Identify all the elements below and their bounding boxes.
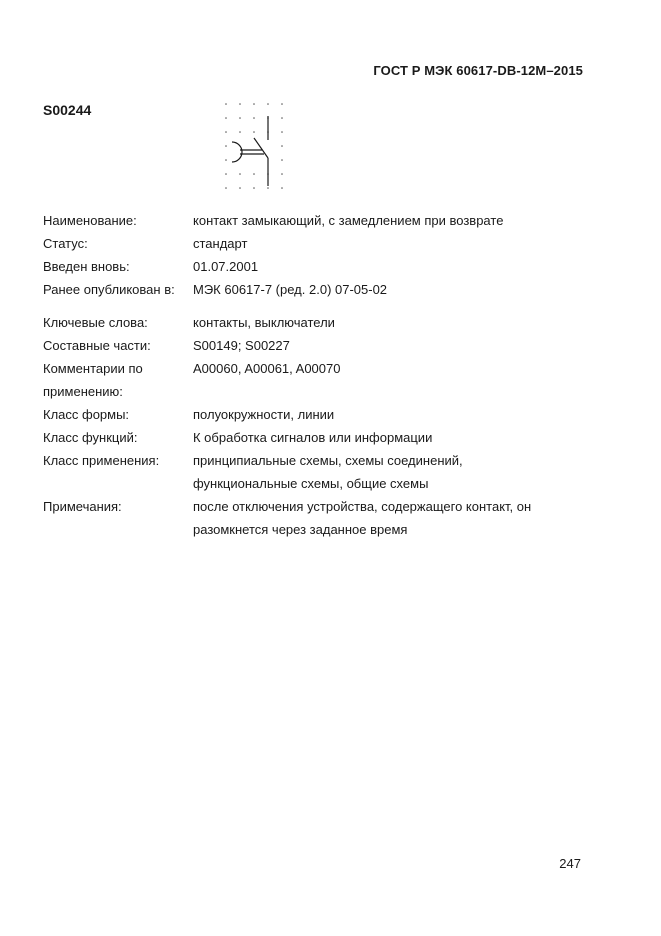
page-number: 247 bbox=[559, 856, 581, 871]
field-label: Наименование: bbox=[43, 213, 137, 228]
field-value: S00149; S00227 bbox=[193, 338, 290, 353]
field-label: применению: bbox=[43, 384, 123, 399]
symbol-id: S00244 bbox=[43, 102, 92, 118]
field-label: Комментарии по bbox=[43, 361, 143, 376]
field-value: К обработка сигналов или информации bbox=[193, 430, 433, 445]
field-value: разомкнется через заданное время bbox=[193, 522, 408, 537]
field-value: стандарт bbox=[193, 236, 248, 251]
field-label: Ранее опубликован в: bbox=[43, 282, 175, 297]
field-value: полуокружности, линии bbox=[193, 407, 335, 422]
document-header-code: ГОСТ Р МЭК 60617-DB-12M–2015 bbox=[373, 63, 583, 78]
field-value: функциональные схемы, общие схемы bbox=[193, 476, 429, 491]
field-value: контакты, выключатели bbox=[193, 315, 335, 330]
field-value: 01.07.2001 bbox=[193, 259, 259, 274]
field-value: принципиальные схемы, схемы соединений, bbox=[193, 453, 463, 468]
field-value: МЭК 60617-7 (ред. 2.0) 07-05-02 bbox=[193, 282, 388, 297]
field-label: Введен вновь: bbox=[43, 259, 130, 274]
delayed-make-contact-symbol-icon bbox=[218, 98, 292, 200]
grid-dots bbox=[225, 103, 283, 189]
field-label: Составные части: bbox=[43, 338, 151, 353]
field-label: Класс применения: bbox=[43, 453, 160, 468]
field-label: Ключевые слова: bbox=[43, 315, 148, 330]
field-label: Класс функций: bbox=[43, 430, 138, 445]
field-label: Примечания: bbox=[43, 499, 122, 514]
field-label: Класс формы: bbox=[43, 407, 130, 422]
field-label: Статус: bbox=[43, 236, 88, 251]
field-value: A00060, A00061, A00070 bbox=[193, 361, 341, 376]
field-value: контакт замыкающий, с замедлением при возврате bbox=[193, 213, 504, 228]
field-value: после отключения устройства, содержащего контакт, он bbox=[193, 499, 532, 514]
